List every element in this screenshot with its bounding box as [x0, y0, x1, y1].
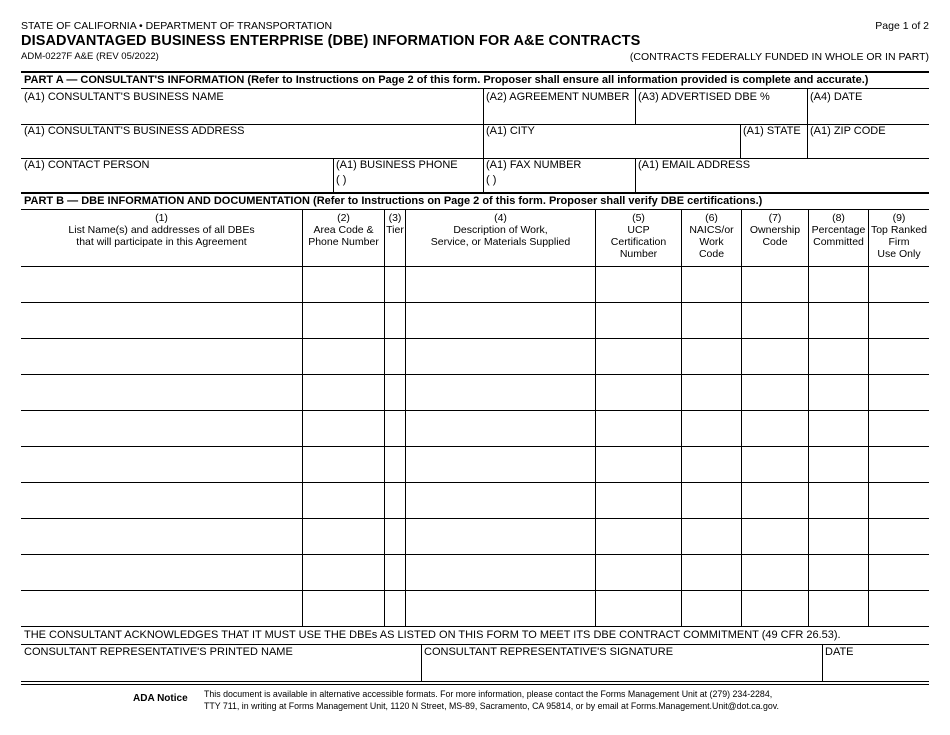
- state-label: (A1) STATE: [743, 125, 801, 137]
- form-number: ADM-0227F A&E (REV 05/2022): [21, 51, 159, 62]
- signature-field[interactable]: [422, 645, 822, 681]
- dbe-table-row[interactable]: [21, 519, 929, 554]
- signature-label: CONSULTANT REPRESENTATIVE'S SIGNATURE: [424, 646, 674, 658]
- divider: [740, 125, 741, 158]
- column-header-percentage: (8) Percentage Committed: [811, 212, 866, 248]
- business-phone-label: (A1) BUSINESS PHONE: [336, 159, 458, 171]
- dbe-table-row[interactable]: [21, 267, 929, 302]
- rule: [21, 681, 929, 682]
- agreement-number-label: (A2) AGREEMENT NUMBER: [486, 91, 630, 103]
- city-field[interactable]: [484, 125, 740, 158]
- agreement-number-field[interactable]: [484, 89, 635, 124]
- dbe-table-row[interactable]: [21, 303, 929, 338]
- business-phone-field[interactable]: [334, 159, 483, 192]
- page-number: Page 1 of 2: [875, 20, 929, 32]
- fax-area-code: ( ): [486, 174, 497, 186]
- business-name-label: (A1) CONSULTANT'S BUSINESS NAME: [24, 91, 224, 103]
- column-header-ownership: (7) Ownership Code: [749, 212, 801, 248]
- divider: [635, 89, 636, 124]
- dbe-table-row[interactable]: [21, 483, 929, 518]
- signature-date-field[interactable]: [823, 645, 929, 681]
- date-field[interactable]: [808, 89, 929, 124]
- ada-notice-label: ADA Notice: [133, 693, 188, 704]
- column-header-dbe-names: (1) List Name(s) and addresses of all DBEs that will participate in this Agreement: [68, 212, 255, 248]
- business-name-field[interactable]: [21, 89, 483, 124]
- fax-number-label: (A1) FAX NUMBER: [486, 159, 582, 171]
- email-field[interactable]: [636, 159, 929, 192]
- rule: [21, 684, 929, 685]
- part-b-heading: PART B — DBE INFORMATION AND DOCUMENTATION (Refer to Instructions on Page 2 of this form. Proposer shall verify DBE certifications.): [24, 195, 763, 207]
- rule: [21, 209, 929, 210]
- dbe-table-row[interactable]: [21, 375, 929, 410]
- part-a-heading: PART A — CONSULTANT'S INFORMATION (Refer to Instructions on Page 2 of this form. Proposer shall ensure all information provided is complete and accurate.): [24, 74, 869, 86]
- divider: [483, 159, 484, 192]
- rule: [21, 192, 929, 194]
- ada-notice-line1: This document is available in alternative accessible formats. For more information, please contact the Forms Management Unit at (279) 234-2284,: [204, 689, 773, 699]
- dbe-table-row[interactable]: [21, 447, 929, 482]
- divider: [333, 159, 334, 192]
- divider: [822, 645, 823, 681]
- advertised-dbe-field[interactable]: [636, 89, 807, 124]
- column-header-naics: (6) NAICS/or Work Code: [689, 212, 734, 260]
- signature-date-label: DATE: [825, 646, 854, 658]
- dbe-table-row[interactable]: [21, 411, 929, 446]
- agency-name: STATE OF CALIFORNIA • DEPARTMENT OF TRANSPORTATION: [21, 20, 333, 32]
- column-header-phone: (2) Area Code & Phone Number: [308, 212, 379, 248]
- rule: [21, 71, 929, 73]
- rule: [21, 626, 929, 627]
- ada-notice-line2: TTY 711, in writing at Forms Management Unit, 1120 N Street, MS-89, Sacramento, CA 95814, or by email at Forms.Management.Unit@dot.ca.gov.: [204, 701, 779, 711]
- form-title: DISADVANTAGED BUSINESS ENTERPRISE (DBE) INFORMATION FOR A&E CONTRACTS: [21, 33, 641, 49]
- dbe-table-row[interactable]: [21, 591, 929, 626]
- zip-code-label: (A1) ZIP CODE: [810, 125, 886, 137]
- city-label: (A1) CITY: [486, 125, 535, 137]
- acknowledgement-text: THE CONSULTANT ACKNOWLEDGES THAT IT MUST USE THE DBEs AS LISTED ON THIS FORM TO MEET ITS DBE CONTRACT COMMITMENT (49 CFR 26.53).: [24, 629, 841, 641]
- column-header-tier: (3) Tier: [386, 212, 404, 236]
- business-address-label: (A1) CONSULTANT'S BUSINESS ADDRESS: [24, 125, 245, 137]
- advertised-dbe-label: (A3) ADVERTISED DBE %: [638, 91, 770, 103]
- divider: [421, 645, 422, 681]
- column-header-ucp: (5) UCP Certification Number: [610, 212, 667, 260]
- dbe-table-row[interactable]: [21, 339, 929, 374]
- zip-code-field[interactable]: [808, 125, 929, 158]
- column-header-description: (4) Description of Work, Service, or Materials Supplied: [430, 212, 571, 248]
- divider: [483, 125, 484, 158]
- contact-person-field[interactable]: [21, 159, 333, 192]
- state-field[interactable]: [741, 125, 807, 158]
- printed-name-label: CONSULTANT REPRESENTATIVE'S PRINTED NAME: [24, 646, 293, 658]
- email-label: (A1) EMAIL ADDRESS: [638, 159, 751, 171]
- date-label: (A4) DATE: [810, 91, 863, 103]
- column-header-top-ranked: (9) Top Ranked Firm Use Only: [870, 212, 928, 260]
- divider: [807, 125, 808, 158]
- fax-number-field[interactable]: [484, 159, 635, 192]
- phone-area-code: ( ): [336, 174, 347, 186]
- printed-name-field[interactable]: [21, 645, 421, 681]
- contact-person-label: (A1) CONTACT PERSON: [24, 159, 150, 171]
- divider: [635, 159, 636, 192]
- divider: [483, 89, 484, 124]
- divider: [807, 89, 808, 124]
- business-address-field[interactable]: [21, 125, 483, 158]
- dbe-table-row[interactable]: [21, 555, 929, 590]
- funding-note: (CONTRACTS FEDERALLY FUNDED IN WHOLE OR IN PART): [629, 51, 929, 63]
